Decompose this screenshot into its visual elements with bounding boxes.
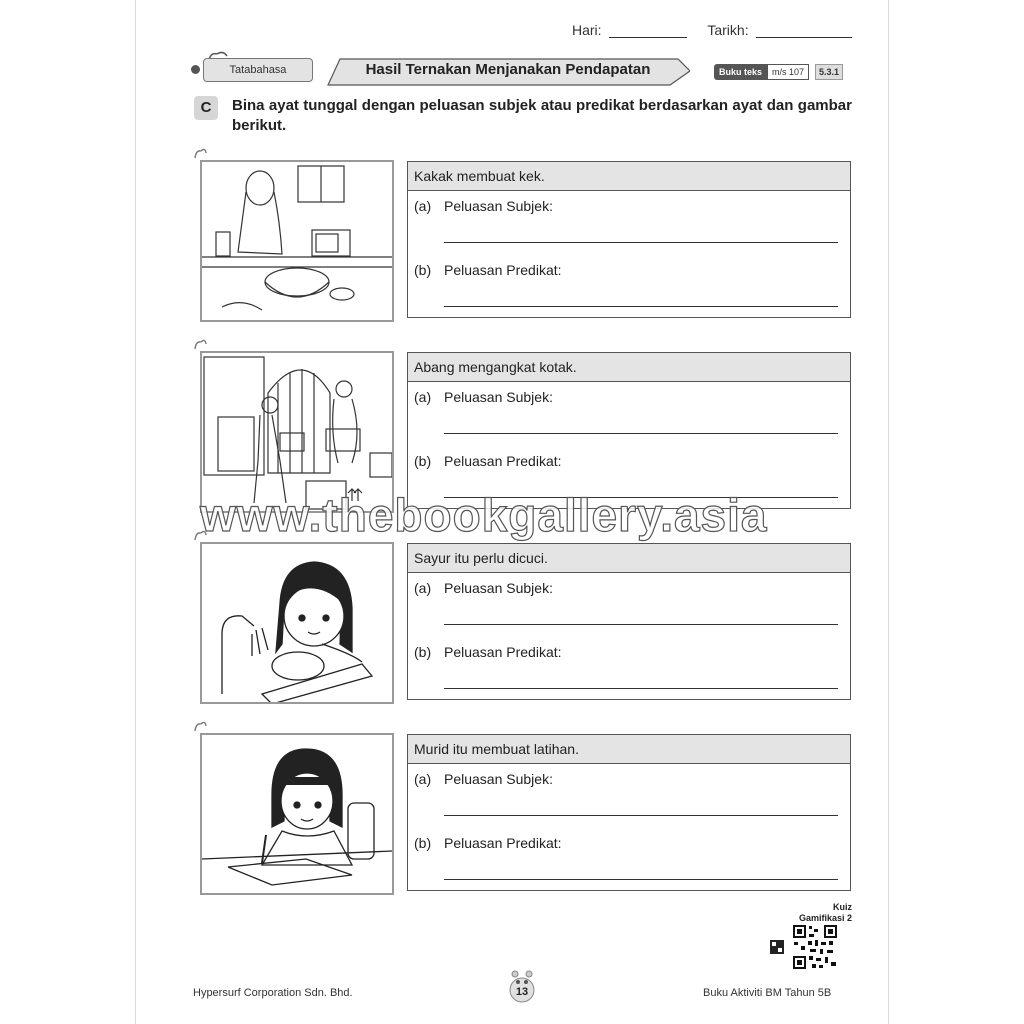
subject-label <box>414 389 553 405</box>
subject-label <box>414 198 553 214</box>
book-title: Buku Aktiviti BM Tahun 5B <box>703 987 832 999</box>
illustration-drawing <box>202 735 392 893</box>
buku-teks-page: m/s 107 <box>767 64 809 80</box>
answer-line-b[interactable] <box>444 306 838 307</box>
part-b-text: Peluasan Predikat: <box>444 644 562 660</box>
part-b-label: (b) <box>414 453 432 469</box>
answer-line-a[interactable] <box>444 624 838 625</box>
part-a-text: Peluasan Subjek: <box>444 389 553 405</box>
section-tag: Tatabahasa <box>203 58 313 82</box>
question-box <box>407 543 851 700</box>
answer-line-a[interactable] <box>444 815 838 816</box>
question-sentence: Sayur itu perlu dicuci. <box>408 544 850 573</box>
part-b-label: (b) <box>414 262 432 278</box>
watermark-text: www.thebookgallery.asia <box>200 489 768 541</box>
answer-line-b[interactable] <box>444 688 838 689</box>
sprout-icon <box>192 719 208 733</box>
tarikh-label: Tarikh: <box>707 22 749 38</box>
standard-code: 5.3.1 <box>815 64 843 80</box>
part-b-text: Peluasan Predikat: <box>444 453 562 469</box>
question-sentence: Abang mengangkat kotak. <box>408 353 850 382</box>
part-b-label: (b) <box>414 835 432 851</box>
question-box <box>407 734 851 891</box>
question-sentence: Kakak membuat kek. <box>408 162 850 191</box>
illustration-drawing <box>202 162 392 320</box>
exercise-badge: C <box>194 96 218 120</box>
part-a-text: Peluasan Subjek: <box>444 771 553 787</box>
kuiz-label <box>780 902 852 924</box>
publisher-name: Hypersurf Corporation Sdn. Bhd. <box>193 987 353 999</box>
girl-washing-vegetables-illustration <box>200 542 394 704</box>
hari-blank <box>609 23 687 38</box>
sprout-icon <box>192 337 208 351</box>
tarikh-blank <box>756 23 852 38</box>
girl-writing-illustration <box>200 733 394 895</box>
title-banner <box>326 58 690 84</box>
page-number-badge <box>507 968 537 1004</box>
sprout-icon <box>192 146 208 160</box>
illustration-drawing <box>202 544 392 702</box>
kuiz-line1: Kuiz <box>833 902 852 912</box>
bullet-dot-icon <box>191 65 200 74</box>
qr-code-icon[interactable] <box>792 924 838 970</box>
answer-line-b[interactable] <box>444 879 838 880</box>
page-number: 13 <box>515 986 529 998</box>
part-b-label: (b) <box>414 644 432 660</box>
answer-line-a[interactable] <box>444 433 838 434</box>
part-a-label: (a) <box>414 580 432 596</box>
part-a-label: (a) <box>414 198 432 214</box>
part-a-text: Peluasan Subjek: <box>444 198 553 214</box>
part-a-text: Peluasan Subjek: <box>444 580 553 596</box>
dice-icon <box>770 940 784 954</box>
buku-teks-label: Buku teks <box>714 64 767 80</box>
question-box <box>407 352 851 509</box>
answer-line-a[interactable] <box>444 242 838 243</box>
part-b-text: Peluasan Predikat: <box>444 835 562 851</box>
date-fields <box>572 22 852 38</box>
question-box <box>407 161 851 318</box>
textbook-ref <box>714 64 843 80</box>
page-right-edge <box>888 0 889 1024</box>
part-b-text: Peluasan Predikat: <box>444 262 562 278</box>
question-sentence: Murid itu membuat latihan. <box>408 735 850 764</box>
kuiz-line2: Gamifikasi 2 <box>798 913 852 923</box>
part-a-label: (a) <box>414 771 432 787</box>
predicate-label <box>414 644 562 660</box>
subject-label <box>414 771 553 787</box>
predicate-label <box>414 262 562 278</box>
exercise-instruction: Bina ayat tunggal dengan peluasan subjek atau predikat berdasarkan ayat dan gambar berikut. <box>232 97 852 134</box>
predicate-label <box>414 453 562 469</box>
predicate-label <box>414 835 562 851</box>
page-title: Hasil Ternakan Menjanakan Pendapatan <box>365 61 651 78</box>
part-a-label: (a) <box>414 389 432 405</box>
hari-label: Hari: <box>572 22 602 38</box>
subject-label <box>414 580 553 596</box>
page-left-edge <box>135 0 136 1024</box>
woman-baking-illustration <box>200 160 394 322</box>
